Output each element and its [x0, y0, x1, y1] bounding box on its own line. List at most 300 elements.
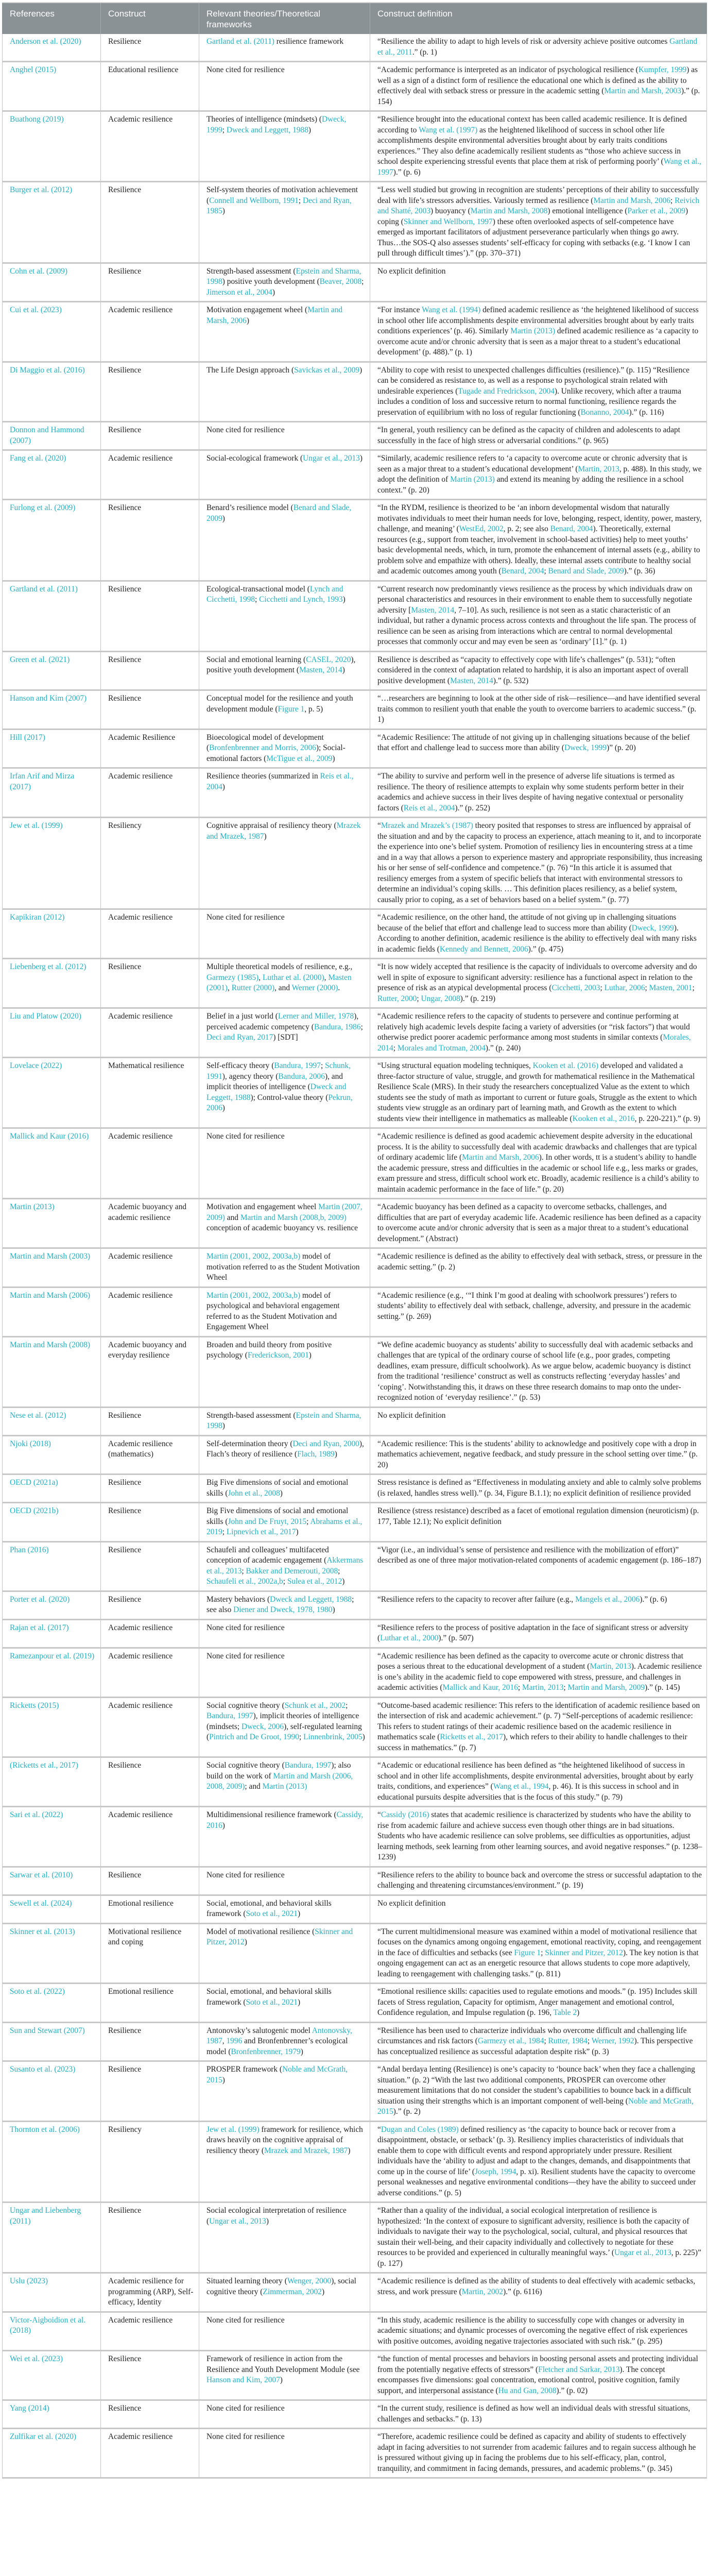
cell-text: Cognitive appraisal of resiliency theory ( [206, 821, 337, 830]
citation-link[interactable]: Diener and Dweck, 1978, 1980 [233, 1605, 333, 1614]
citation-link[interactable]: Dweck and Leggett, 1988 [226, 125, 308, 134]
reference-link[interactable]: Hill (2017) [10, 733, 45, 742]
citation-link[interactable]: Bronfenbrenner, 1979 [231, 2047, 301, 2056]
cell-text: “Academic buoyancy has been defined as a capacity to overcome setbacks, challenges, and difficulties that are part of everyday academic life. Academic resilience has been defined as a capacity to overcome acute and/or chronic adversity that is seen as a major threat to a student’s educational development.” (Abstract) [377, 1202, 701, 1243]
reference-cell [3, 651, 101, 690]
definition-cell [370, 1619, 707, 1648]
citation-link[interactable]: Ungar, 2008 [421, 994, 460, 1003]
definition-cell [370, 1984, 707, 2023]
citation-link[interactable]: Bandura, 1986 [314, 1022, 361, 1031]
reference-link[interactable]: Fang et al. (2020) [10, 454, 66, 463]
reference-link[interactable]: Wei et al. (2023) [10, 2354, 63, 2363]
theory-cell [199, 2121, 370, 2202]
cell-text: “In this study, academic resilience is the ability to successfully cope with changes or adversity in academic situations; and dynamic processes of overcoming the negative effect of risk experiences with positive outcomes, avoiding negative trajectories associated with such risk.” (p. 295) [377, 2315, 688, 2346]
citation-link[interactable]: Table 2 [553, 2008, 577, 2017]
citation-link[interactable]: Martin and Marsh, 2006 [206, 306, 343, 325]
citation-link[interactable]: Figure 1 [514, 1948, 541, 1957]
cell-text: Broaden and build theory from positive psychology ( [206, 1340, 332, 1360]
citation-link[interactable]: Epstein and Sharma, 1998 [206, 1411, 361, 1430]
citation-link[interactable]: Soto et al., 2021 [246, 1909, 298, 1918]
citation-link[interactable]: Gartland et al., 2011 [377, 37, 698, 57]
definition-cell [370, 818, 707, 909]
citation-link[interactable]: Cassidy, 2016 [206, 1810, 364, 1830]
citation-link[interactable]: Morales and Trotman, 2004 [397, 1043, 486, 1053]
reference-cell [3, 1591, 101, 1619]
cell-text: ), and implicit theories of intelligence ( [206, 1072, 343, 1091]
citation-link[interactable]: Ricketts et al., 2017 [440, 1733, 504, 1741]
table-row [3, 1503, 707, 1542]
citation-link[interactable]: Masten, 2014 [299, 666, 342, 674]
citation-link[interactable]: Martin and Marsh (2008,b, 2009) [240, 1213, 347, 1222]
reference-link[interactable]: Cohn et al. (2009) [10, 266, 67, 276]
cell-text: ) [342, 1577, 345, 1586]
reference-link[interactable]: Sari et al. (2022) [10, 1810, 63, 1819]
table-row [3, 362, 707, 422]
table-row [3, 2312, 707, 2351]
citation-link[interactable]: Bronfenbrenner and Morris, 2006 [209, 743, 316, 752]
citation-link[interactable]: Werner (2000) [291, 984, 338, 992]
cell-text: ).” (p. 6) [640, 1595, 667, 1604]
citation-link[interactable]: Savickas et al., 2009 [294, 365, 360, 375]
citation-link[interactable]: Dweck, 1999 [206, 115, 347, 134]
construct-cell: Resilience [101, 1503, 199, 1542]
cell-text: ).” (p. 532) [493, 676, 529, 685]
reference-link[interactable]: Sun and Stewart (2007) [10, 2026, 85, 2035]
reference-link[interactable]: Njoki (2018) [10, 1439, 51, 1448]
reference-link[interactable]: OECD (2021b) [10, 1506, 59, 1515]
construct-cell: Academic resilience [101, 302, 199, 362]
header-references: References [3, 3, 101, 34]
reference-link[interactable]: Yang (2014) [10, 2404, 49, 2413]
reference-link[interactable]: Cui et al. (2023) [10, 306, 62, 314]
reference-link[interactable]: (Ricketts et al., 2017) [10, 1761, 78, 1770]
cell-text: Situated learning theory ( [206, 2277, 287, 2285]
reference-link[interactable]: Jew et al. (1999) [10, 821, 63, 830]
citation-link[interactable]: Rutter (2000) [231, 984, 275, 992]
cell-text: ; [298, 196, 303, 205]
citation-link[interactable]: Martin (2001, 2002, 2003a,b) [206, 1252, 301, 1261]
citation-link[interactable]: Linnenbrink, 2005 [303, 1733, 362, 1741]
citation-link[interactable]: Martin, 2013 [522, 1683, 564, 1692]
cell-text: Stress resistance is defined as “Effectiveness in modulating anxiety and able to calmly solve problems (is relaxed, handles stress well).” (p. 34, Figure B.1.1); no explicit definition of resilience provided [377, 1478, 701, 1498]
reference-cell [3, 1503, 101, 1542]
citation-link[interactable]: Kumpfer, 1999 [638, 65, 687, 74]
cell-text: ) [332, 1605, 335, 1614]
theory-cell [199, 2429, 370, 2478]
citation-link[interactable]: Benard and Slade, 2009 [548, 567, 624, 575]
reference-link[interactable]: Anderson et al. (2020) [10, 37, 81, 46]
reference-link[interactable]: Gartland et al. (2011) [10, 584, 78, 594]
reference-link[interactable]: Victor-Aigboidion et al. (2018) [10, 2315, 86, 2335]
reference-link[interactable]: Burger et al. (2012) [10, 185, 73, 194]
citation-link[interactable]: Martin and Marsh, 2006 [462, 1153, 539, 1162]
citation-link[interactable]: Kooken et al. (2016) [532, 1061, 599, 1070]
reference-link[interactable]: Liebenberg et al. (2012) [10, 962, 87, 971]
citation-link[interactable]: Dweck and Leggett, 1988 [270, 1595, 352, 1604]
cell-text: Social cognitive theory ( [206, 1701, 285, 1710]
reference-link[interactable]: Martin (2013) [10, 1202, 55, 1211]
construct-cell: Resiliency [101, 2121, 199, 2202]
citation-link[interactable]: Luthar et al. (2000) [262, 973, 324, 982]
reference-link[interactable]: Buathong (2019) [10, 115, 64, 124]
definition-cell [370, 1757, 707, 1807]
reference-link[interactable]: Skinner et al. (2013) [10, 1927, 75, 1936]
citation-link[interactable]: Cassidy (2016) [381, 1810, 429, 1819]
reference-link[interactable]: Anghel (2015) [10, 65, 57, 74]
cell-text: ); also build on the work of [206, 1761, 351, 1781]
cell-text: “Resilience has been used to characterize individuals who overcome difficult and challenging life circumstances and risk factors ( [377, 2026, 687, 2045]
citation-link[interactable]: Skinner and Pitzer, 2012 [545, 1948, 623, 1957]
cell-text: “The current multidimensional measure was examined within a model of motivational resilience that focuses on the dynamics among ongoing engagement, emotional reactivity, coping, and reengagement in the face of difficulties and setbacks (see [377, 1927, 701, 1957]
citation-link[interactable]: Deci and Ryan, 2000 [292, 1439, 359, 1448]
citation-link[interactable]: Martin (2013) [262, 1782, 307, 1791]
citation-link[interactable]: Joseph, 1994 [475, 2167, 516, 2176]
cell-text: ) coping ( [377, 207, 688, 226]
table-body [3, 34, 707, 2478]
reference-cell [3, 1008, 101, 1058]
theory-cell [199, 1058, 370, 1128]
citation-link[interactable]: Ungar et al., 2013 [209, 2216, 266, 2226]
reference-link[interactable]: Di Maggio et al. (2016) [10, 365, 85, 375]
construct-cell: Resilience [101, 959, 199, 1008]
citation-link[interactable]: Bandura, 1997 [284, 1761, 332, 1770]
definition-cell [370, 1591, 707, 1619]
citation-link[interactable]: Sulea et al., 2012 [287, 1577, 342, 1586]
cell-text: ). Academic resilience is one’s ability in the academic field to cope empowered with stress, pressure, and challenges in academic activities ( [377, 1662, 702, 1692]
table-row [3, 111, 707, 182]
citation-link[interactable]: Martin, 2002 [461, 2287, 504, 2296]
citation-link[interactable]: Dweck, 1999 [631, 923, 674, 933]
header-definition: Construct definition [370, 3, 707, 34]
cell-text: ) [342, 595, 346, 604]
citation-link[interactable]: Schaufeli et al., 2002a,b [206, 1577, 283, 1586]
citation-link[interactable]: Masten, 2001 [649, 984, 693, 992]
citation-link[interactable]: Martin (2001, 2002, 2003a,b) [206, 1291, 301, 1300]
cell-text: Bioecological model of development ( [206, 733, 324, 752]
citation-link[interactable]: Hanson and Kim, 2007 [206, 2376, 280, 2384]
definition-cell [370, 263, 707, 302]
definition-cell [370, 362, 707, 422]
reference-link[interactable]: OECD (2021a) [10, 1478, 58, 1487]
construct-cell: Resilience [101, 2400, 199, 2429]
citation-link[interactable]: Gartland et al. (2011) [206, 37, 274, 46]
citation-link[interactable]: Skinner and Pitzer, 2012 [206, 1927, 353, 1946]
citation-link[interactable]: Noble and McGrath, 2015 [206, 2065, 348, 2084]
definition-cell [370, 1248, 707, 1287]
citation-link[interactable]: Masten (2001) [206, 973, 352, 992]
reference-cell [3, 2061, 101, 2122]
cell-text: ) [296, 1528, 299, 1536]
citation-link[interactable]: Bonanno, 2004 [580, 408, 629, 417]
theory-cell [199, 362, 370, 422]
citation-link[interactable]: Masten, 2014 [450, 676, 493, 685]
citation-link[interactable]: Figure 1 [278, 704, 305, 714]
definition-cell [370, 1541, 707, 1591]
cell-text: “Therefore, academic resilience could be defined as capacity and ability of students to effectively adapt in facing adversities to not surrender from academic failures and to regain success although he is pressured without giving up in facing the problems due to his self-efficacy, plan, control, tranquility, and commitment in facing demands, pressures, and academic problems.” (p. 345) [377, 2432, 696, 2473]
citation-link[interactable]: Mrazek and Mrazek, 1987 [206, 821, 361, 841]
construct-cell: Resilience [101, 422, 199, 450]
citation-link[interactable]: Tugade and Fredrickson, 2004 [458, 386, 555, 396]
citation-link[interactable]: Zimmerman, 2002 [263, 2287, 322, 2296]
reference-cell [3, 2400, 101, 2429]
cell-text: ) [359, 365, 362, 375]
citation-link[interactable]: Martin (2013) [510, 327, 556, 335]
cell-text: ), implicit theories of intelligence (mindsets; [206, 1711, 359, 1731]
reference-link[interactable]: Thornton et al. (2006) [10, 2125, 80, 2134]
citation-link[interactable]: Flach, 1989 [297, 1450, 335, 1459]
citation-link[interactable]: Wang et al. (1994) [422, 306, 481, 314]
theory-cell [199, 2351, 370, 2400]
reference-link[interactable]: Uslu (2023) [10, 2277, 48, 2285]
citation-link[interactable]: Hu and Gan, 2008 [498, 2386, 557, 2395]
cell-text: developed and validated a three-factor structure of value, struggle, and growth for mathematical resilience in the Mathematical Resilience Scale (MRS). In their study the researchers conceptualized Value as the extent to which students see the study of math as important to current or future goals, Struggle as the extent to which students view struggle as an ordinary part of learning math, and Growth as the extent to which students view their intelligence in mathematics as malleable ( [377, 1061, 697, 1123]
citation-link[interactable]: Cicchetti and Lynch, 1993 [259, 595, 343, 604]
reference-link[interactable]: Green et al. (2021) [10, 655, 70, 664]
citation-link[interactable]: Noble and McGrath, 2015 [377, 2096, 694, 2116]
theory-cell [199, 1503, 370, 1542]
cell-text: ; [645, 984, 649, 992]
citation-link[interactable]: Lerner and Miller, 1978 [278, 1012, 354, 1021]
citation-link[interactable]: Dweck and Leggett, 1988 [206, 1082, 347, 1102]
citation-link[interactable]: Pintrich and De Groot, 1990 [209, 1733, 299, 1741]
cell-text: ).” (p. 475) [528, 944, 564, 954]
cell-text: “Academic resilience is defined as the ability to effectively deal with setback, stress, or pressure in the academic setting.” (p. 2) [377, 1252, 702, 1272]
citation-link[interactable]: Mangels et al., 2006 [575, 1595, 640, 1604]
citation-link[interactable]: Abrahams et al., 2019 [206, 1517, 362, 1536]
reference-link[interactable]: Lovelace (2022) [10, 1061, 62, 1070]
reference-link[interactable]: Irfan Arif and Mirza (2017) [10, 772, 75, 791]
reference-link[interactable]: Ungar and Liebenberg (2011) [10, 2206, 81, 2226]
citation-link[interactable]: Frederickson, 2001 [247, 1351, 309, 1360]
citation-link[interactable]: Martin and Marsh, 2008 [470, 207, 548, 215]
citation-link[interactable]: John et al., 2008 [228, 1488, 280, 1498]
construct-cell: Academic resilience for programming (ARP), Self-efficacy, Identity [101, 2273, 199, 2312]
citation-link[interactable]: Epstein and Sharma, 1998 [206, 266, 361, 286]
cell-text: “Academic performance is interpreted as an indicator of psychological resilience ( [377, 65, 638, 74]
citation-link[interactable]: Kennedy and Bennett, 2006 [439, 944, 528, 954]
table-row [3, 581, 707, 651]
citation-link[interactable]: Luthar, 2006 [604, 984, 645, 992]
cell-text: “Resilience refers to the process of positive adaptation in the face of significant stress or adversity ( [377, 1623, 688, 1642]
citation-link[interactable]: Bandura, 1997 [274, 1061, 321, 1070]
theory-cell [199, 1697, 370, 1757]
citation-link[interactable]: John and De Fruyt, 2015 [228, 1517, 307, 1526]
citation-link[interactable]: Bakker and Demerouti, 2008 [246, 1566, 338, 1575]
reference-link[interactable]: Zulfikar et al. (2020) [10, 2432, 77, 2441]
cell-text: , p. 220-221).” (p. 9) [634, 1114, 701, 1123]
citation-link[interactable]: Martin, 2013 [590, 1662, 631, 1671]
cell-text: ).” (p. 6116) [503, 2287, 542, 2296]
cell-text: ) [300, 2047, 303, 2056]
reference-cell [3, 500, 101, 581]
citation-link[interactable]: Reis et al., 2004 [403, 803, 455, 812]
citation-link[interactable]: Dugan and Coles (1989) [381, 2125, 459, 2134]
reference-cell [3, 959, 101, 1008]
cell-text: ) [222, 2075, 225, 2084]
citation-link[interactable]: Ungar et al., 2013 [303, 454, 360, 463]
citation-link[interactable]: Benard, 2004 [550, 524, 593, 533]
reference-link[interactable]: Phan (2016) [10, 1545, 49, 1554]
citation-link[interactable]: Wenger, 2000 [287, 2277, 332, 2285]
citation-link[interactable]: McTigue et al., 2009 [266, 754, 333, 763]
construct-cell: Resilience [101, 500, 199, 581]
citation-link[interactable]: Connell and Wellborn, 1991 [209, 196, 299, 205]
cell-text: model of psychological and behavioral engagement referred to as the Student Motivation and Engagement Wheel [206, 1291, 340, 1331]
reference-link[interactable]: Donnon and Hammond (2007) [10, 426, 84, 445]
citation-link[interactable]: WestEd, 2002 [459, 524, 504, 533]
table-row [3, 1807, 707, 1867]
cell-text: ; [222, 125, 227, 134]
reference-link[interactable]: Sewell et al. (2024) [10, 1899, 72, 1908]
definition-cell [370, 1867, 707, 1895]
citation-link[interactable]: Lipnevich et al., 2017 [226, 1528, 296, 1536]
construct-cell: Academic resilience [101, 2312, 199, 2351]
citation-link[interactable]: Soto et al., 2021 [246, 1997, 298, 2007]
construct-cell: Resilience [101, 2022, 199, 2061]
citation-link[interactable]: Pekrun, 2006 [206, 1093, 353, 1112]
cell-text: Social ecological interpretation of resilience ( [206, 2206, 347, 2226]
cell-text: ; [360, 1022, 363, 1031]
cell-text: “Academic resilience is defined as good academic achievement despite adversity in the educational process. It is the ability to successfully deal with academic drawbacks and challenges that are typical of ordinary academic life ( [377, 1132, 697, 1162]
reference-cell [3, 422, 101, 450]
reference-link[interactable]: Susanto et al. (2023) [10, 2065, 76, 2074]
cell-text: ) [308, 1351, 312, 1360]
citation-link[interactable]: Rutter, 1984 [548, 2037, 588, 2045]
citation-link[interactable]: Masten, 2014 [411, 605, 455, 615]
citation-link[interactable]: Mrazek and Mrazek, 1987 [264, 2146, 348, 2155]
citation-link[interactable]: Morales, 2014 [377, 1033, 691, 1053]
citation-link[interactable]: Fletcher and Sarkar, 2013 [538, 2365, 620, 2374]
reference-link[interactable]: Liu and Platow (2020) [10, 1012, 81, 1021]
reference-link[interactable]: Hanson and Kim (2007) [10, 694, 87, 703]
citation-link[interactable]: Akkermans et al., 2013 [206, 1556, 364, 1575]
cell-text: “Less well studied but growing in recognition are students’ perceptions of their ability to successfully deal with life’s stressors adversities. Variously termed as resilience ( [377, 185, 699, 205]
reference-link[interactable]: Soto et al. (2022) [10, 1987, 65, 1996]
citation-link[interactable]: Martin (2007, 2009) [206, 1202, 362, 1222]
reference-link[interactable]: Kapikiran (2012) [10, 913, 65, 922]
citation-link[interactable]: Antonovsky, 1987 [206, 2026, 352, 2045]
citation-link[interactable]: CASEL, 2020 [306, 655, 351, 664]
reference-link[interactable]: Furlong et al. (2009) [10, 503, 76, 512]
cell-text: resilience framework [274, 37, 344, 46]
citation-link[interactable]: Werner, 1992 [591, 2037, 634, 2045]
citation-link[interactable]: Jimerson et al., 2004 [206, 287, 272, 297]
cell-text: ), self-regulated learning ( [206, 1722, 362, 1741]
table-row [3, 1867, 707, 1895]
citation-link[interactable]: Benard, 2004 [501, 567, 544, 575]
citation-link[interactable]: Reivich and Shatté, 2003 [377, 196, 700, 215]
reference-link[interactable]: Mallick and Kaur (2016) [10, 1132, 89, 1141]
table-row [3, 263, 707, 302]
reference-link[interactable]: Martin and Marsh (2006) [10, 1291, 91, 1300]
citation-link[interactable]: Rutter, 2000 [377, 994, 417, 1003]
reference-link[interactable]: Ricketts (2015) [10, 1701, 59, 1710]
cell-text: “It is now widely accepted that resilience is the capacity of individuals to overcome adversity and do well in spite of exposure to significant adversity: resilience has a functional aspect in relation to the presence of risk as an atypical developmental process ( [377, 962, 697, 992]
cell-text: “Academic resilience, on the other hand, the attitude of not giving up in challenging situations because of the belief that effort and challenge lead to success more than ability ( [377, 913, 677, 933]
citation-link[interactable]: Deci and Ryan, 1985 [206, 196, 352, 215]
citation-link[interactable]: Wang et al., 1997 [377, 157, 701, 177]
cell-text: and Bronfenbrenner’s ecological model ( [206, 2037, 348, 2056]
reference-link[interactable]: Ramezanpour et al. (2019) [10, 1651, 95, 1660]
construct-cell: Resilience [101, 34, 199, 62]
citation-link[interactable]: Reis et al., 2004 [206, 772, 354, 791]
table-row [3, 768, 707, 818]
construct-cell: Resilience [101, 362, 199, 422]
citation-link[interactable]: Mallick and Kaur, 2016 [442, 1683, 518, 1692]
reference-link[interactable]: Rajan et al. (2017) [10, 1623, 69, 1632]
reference-link[interactable]: Martin and Marsh (2003) [10, 1252, 91, 1261]
theory-cell [199, 2022, 370, 2061]
citation-link[interactable]: Cicchetti, 2003 [551, 984, 600, 992]
citation-link[interactable]: Ungar et al., 2013 [614, 2248, 671, 2257]
theory-cell [199, 450, 370, 500]
reference-link[interactable]: Porter et al. (2020) [10, 1595, 70, 1604]
reference-cell [3, 581, 101, 651]
theory-cell [199, 302, 370, 362]
citation-link[interactable]: Mrazek and Mrazek’s (1987) [381, 821, 473, 830]
citation-link[interactable]: Beaver, 2008 [319, 277, 362, 286]
citation-link[interactable]: Kooken et al., 2016 [572, 1114, 635, 1123]
citation-link[interactable]: Jew et al. (1999) [206, 2125, 260, 2134]
table-row [3, 1591, 707, 1619]
citation-link[interactable]: Benard and Slade, 2009 [206, 503, 352, 523]
reference-link[interactable]: Nese et al. (2012) [10, 1411, 66, 1420]
table-row [3, 1984, 707, 2023]
table-row [3, 1619, 707, 1648]
citation-link[interactable]: Martin, 2013 [578, 464, 619, 473]
construct-cell: Academic resilience [101, 1287, 199, 1336]
citation-link[interactable]: Schunk, 1991 [206, 1061, 351, 1081]
citation-link[interactable]: Wang et al. (1997) [419, 125, 478, 134]
citation-link[interactable]: Lynch and Cicchetti, 1998 [206, 584, 343, 604]
citation-link[interactable]: Luthar et al., 2000 [380, 1634, 439, 1642]
cell-text: ; [255, 595, 260, 604]
citation-link[interactable]: Martin (2013) [450, 475, 495, 484]
cell-text: “Rather than a quality of the individual, a social ecological interpretation of resilience is hypothesized: ‘In the context of exposure to significant adversity, resilience is both the capacity of individuals to navigate their way to the psychological, social, cultural, and physical resources that sustain their well-being, and their capacity individually and collectively to negotiate for these resources to be provided and experienced in culturally meaningful ways.’ ( [377, 2206, 689, 2257]
citation-link[interactable]: Dweck, 1999 [564, 743, 607, 752]
cell-text: Benard’s resilience model ( [206, 503, 293, 512]
citation-link[interactable]: Skinner and Wellborn, 1997 [403, 217, 493, 226]
citation-link[interactable]: Martin and Marsh (2006, 2008, 2009) [206, 1771, 353, 1791]
definition-cell [370, 909, 707, 959]
header-construct: Construct [101, 3, 199, 34]
cell-text: ).” (p. 240) [485, 1043, 521, 1053]
citation-link[interactable]: Dweck, 2006 [241, 1722, 284, 1731]
citation-link[interactable]: Martin and Marsh, 2003 [604, 87, 681, 95]
definition-cell [370, 1008, 707, 1058]
definition-cell [370, 1923, 707, 1984]
citation-link[interactable]: Wang et al., 1994 [493, 1782, 549, 1791]
citation-link[interactable]: 1996 [226, 2037, 243, 2045]
reference-link[interactable]: Martin and Marsh (2008) [10, 1340, 91, 1349]
citation-link[interactable]: Martin and Marsh, 2006 [593, 196, 671, 205]
header-row [3, 3, 707, 34]
citation-link[interactable]: Garmezy et al., 1984 [477, 2037, 544, 2045]
citation-link[interactable]: Bandura, 2006 [278, 1072, 325, 1081]
cell-text: conception of academic buoyancy vs. resilience [206, 1224, 358, 1232]
construct-cell: Educational resilience [101, 62, 199, 111]
table-row [3, 1287, 707, 1336]
citation-link[interactable]: Parker et al., 2009 [627, 207, 685, 215]
definition-cell [370, 768, 707, 818]
citation-link[interactable]: Deci and Ryan, 2017 [206, 1033, 273, 1042]
citation-link[interactable]: Schunk et al., 2002 [284, 1701, 346, 1710]
table-row [3, 2061, 707, 2122]
citation-link[interactable]: Bandura, 1997 [206, 1711, 253, 1720]
citation-link[interactable]: Garmezy (1985) [206, 973, 259, 982]
reference-link[interactable]: Sarwar et al. (2010) [10, 1870, 73, 1879]
citation-link[interactable]: Martin and Marsh, 2009 [567, 1683, 645, 1692]
